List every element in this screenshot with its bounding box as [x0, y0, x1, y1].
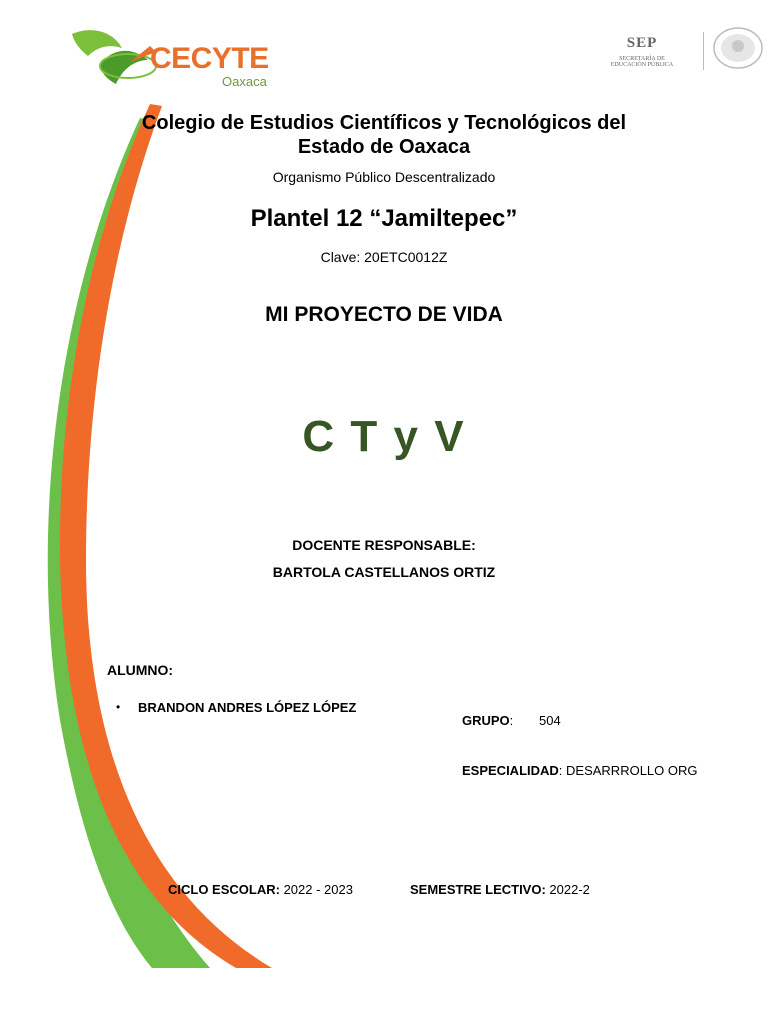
group-separator: : — [509, 713, 514, 728]
institution-name — [0, 111, 768, 159]
bullet-icon: • — [116, 700, 121, 714]
project-title: MI PROYECTO DE VIDA — [265, 303, 503, 326]
group-value: 504 — [539, 713, 561, 728]
school-cycle-field — [168, 882, 353, 897]
student-name: BRANDON ANDRES LÓPEZ LÓPEZ — [138, 700, 357, 715]
teacher-label: DOCENTE RESPONSABLE: — [292, 537, 476, 553]
group-field — [462, 713, 513, 728]
institution-line-1: Colegio de Estudios Científicos y Tecnológicos del — [141, 112, 627, 134]
organism-label: Organismo Público Descentralizado — [272, 169, 496, 185]
campus-name: Plantel 12 “Jamiltepec” — [250, 205, 518, 232]
teacher-name: BARTOLA CASTELLANOS ORTIZ — [272, 564, 496, 580]
cecyte-logo-text: CECYTE — [150, 42, 269, 75]
semester-value: 2022-2 — [545, 882, 590, 897]
cecyte-logo-subtitle: Oaxaca — [222, 74, 267, 89]
subject-title: C T y V — [302, 412, 466, 461]
logo-divider — [703, 32, 704, 70]
campus-key: Clave: 20ETC0012Z — [320, 249, 448, 265]
semester-field — [410, 882, 590, 897]
specialty-field — [462, 763, 698, 778]
national-seal-icon — [712, 26, 764, 70]
semester-label: SEMESTRE LECTIVO: — [410, 882, 546, 897]
specialty-value: : DESARRROLLO ORG — [558, 763, 698, 778]
student-label: ALUMNO: — [107, 662, 174, 678]
group-label: GRUPO — [462, 713, 510, 728]
sep-logo-text: SEP — [626, 35, 658, 51]
specialty-label: ESPECIALIDAD — [462, 763, 559, 778]
sep-logo-sub2: EDUCACIÓN PÚBLICA — [610, 62, 674, 68]
sep-logo-sub1: SECRETARÍA DE — [619, 56, 665, 62]
school-cycle-value: 2022 - 2023 — [279, 882, 353, 897]
school-cycle-label: CICLO ESCOLAR: — [168, 882, 280, 897]
institution-line-2: Estado de Oaxaca — [297, 136, 471, 158]
